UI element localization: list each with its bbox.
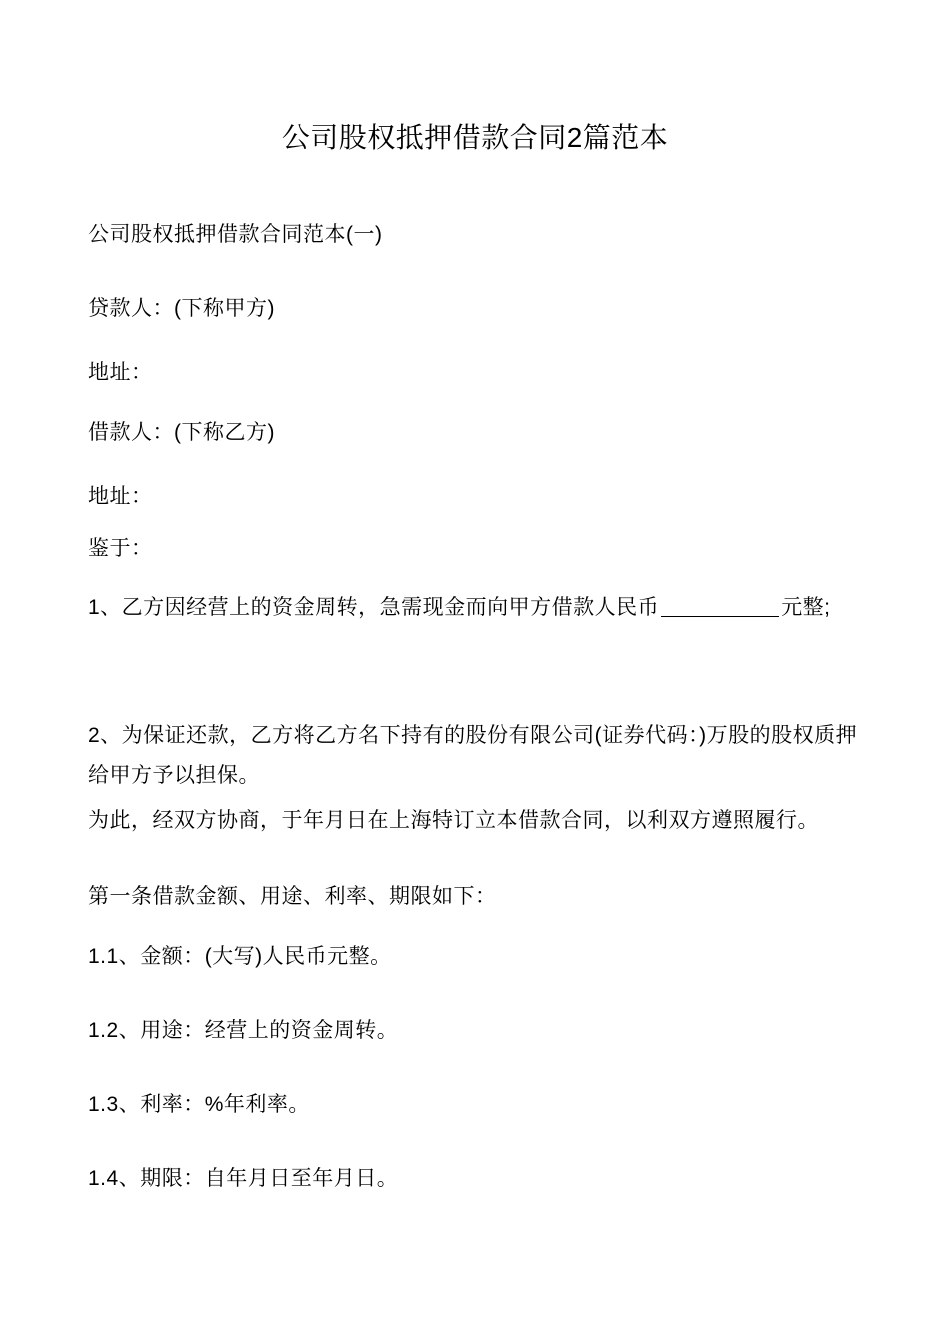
item-1-3: 1.3、利率：%年利率。	[88, 1093, 310, 1116]
lender-address-line: 地址：	[88, 361, 153, 384]
document-title: 公司股权抵押借款合同2篇范本	[281, 122, 669, 153]
clause-2: 2、为保证还款，乙方将乙方名下持有的股份有限公司(证券代码：)万股的股权质押给甲方予以担保。	[88, 724, 858, 787]
item-1-4: 1.4、期限：自年月日至年月日。	[88, 1167, 399, 1190]
article-1: 第一条借款金额、用途、利率、期限如下：	[88, 885, 497, 908]
clause-1	[88, 578, 870, 638]
item-1-1: 1.1、金额：(大写)人民币元整。	[88, 945, 392, 968]
amount-blank	[661, 596, 779, 617]
borrower-line: 借款人：(下称乙方)	[88, 421, 275, 444]
clause-1-suffix: 元整;	[781, 596, 831, 619]
lender-line: 贷款人：(下称甲方)	[88, 297, 275, 320]
preamble: 为此，经双方协商，于年月日在上海特订立本借款合同，以利双方遵照履行。	[88, 809, 819, 832]
item-1-2: 1.2、用途：经营上的资金周转。	[88, 1019, 399, 1042]
contract-subtitle: 公司股权抵押借款合同范本(一)	[88, 223, 383, 246]
borrower-address-line: 地址：	[88, 485, 153, 508]
clause-1-prefix: 1、乙方因经营上的资金周转，急需现金而向甲方借款人民币	[88, 596, 660, 619]
whereas-line: 鉴于：	[88, 537, 153, 560]
